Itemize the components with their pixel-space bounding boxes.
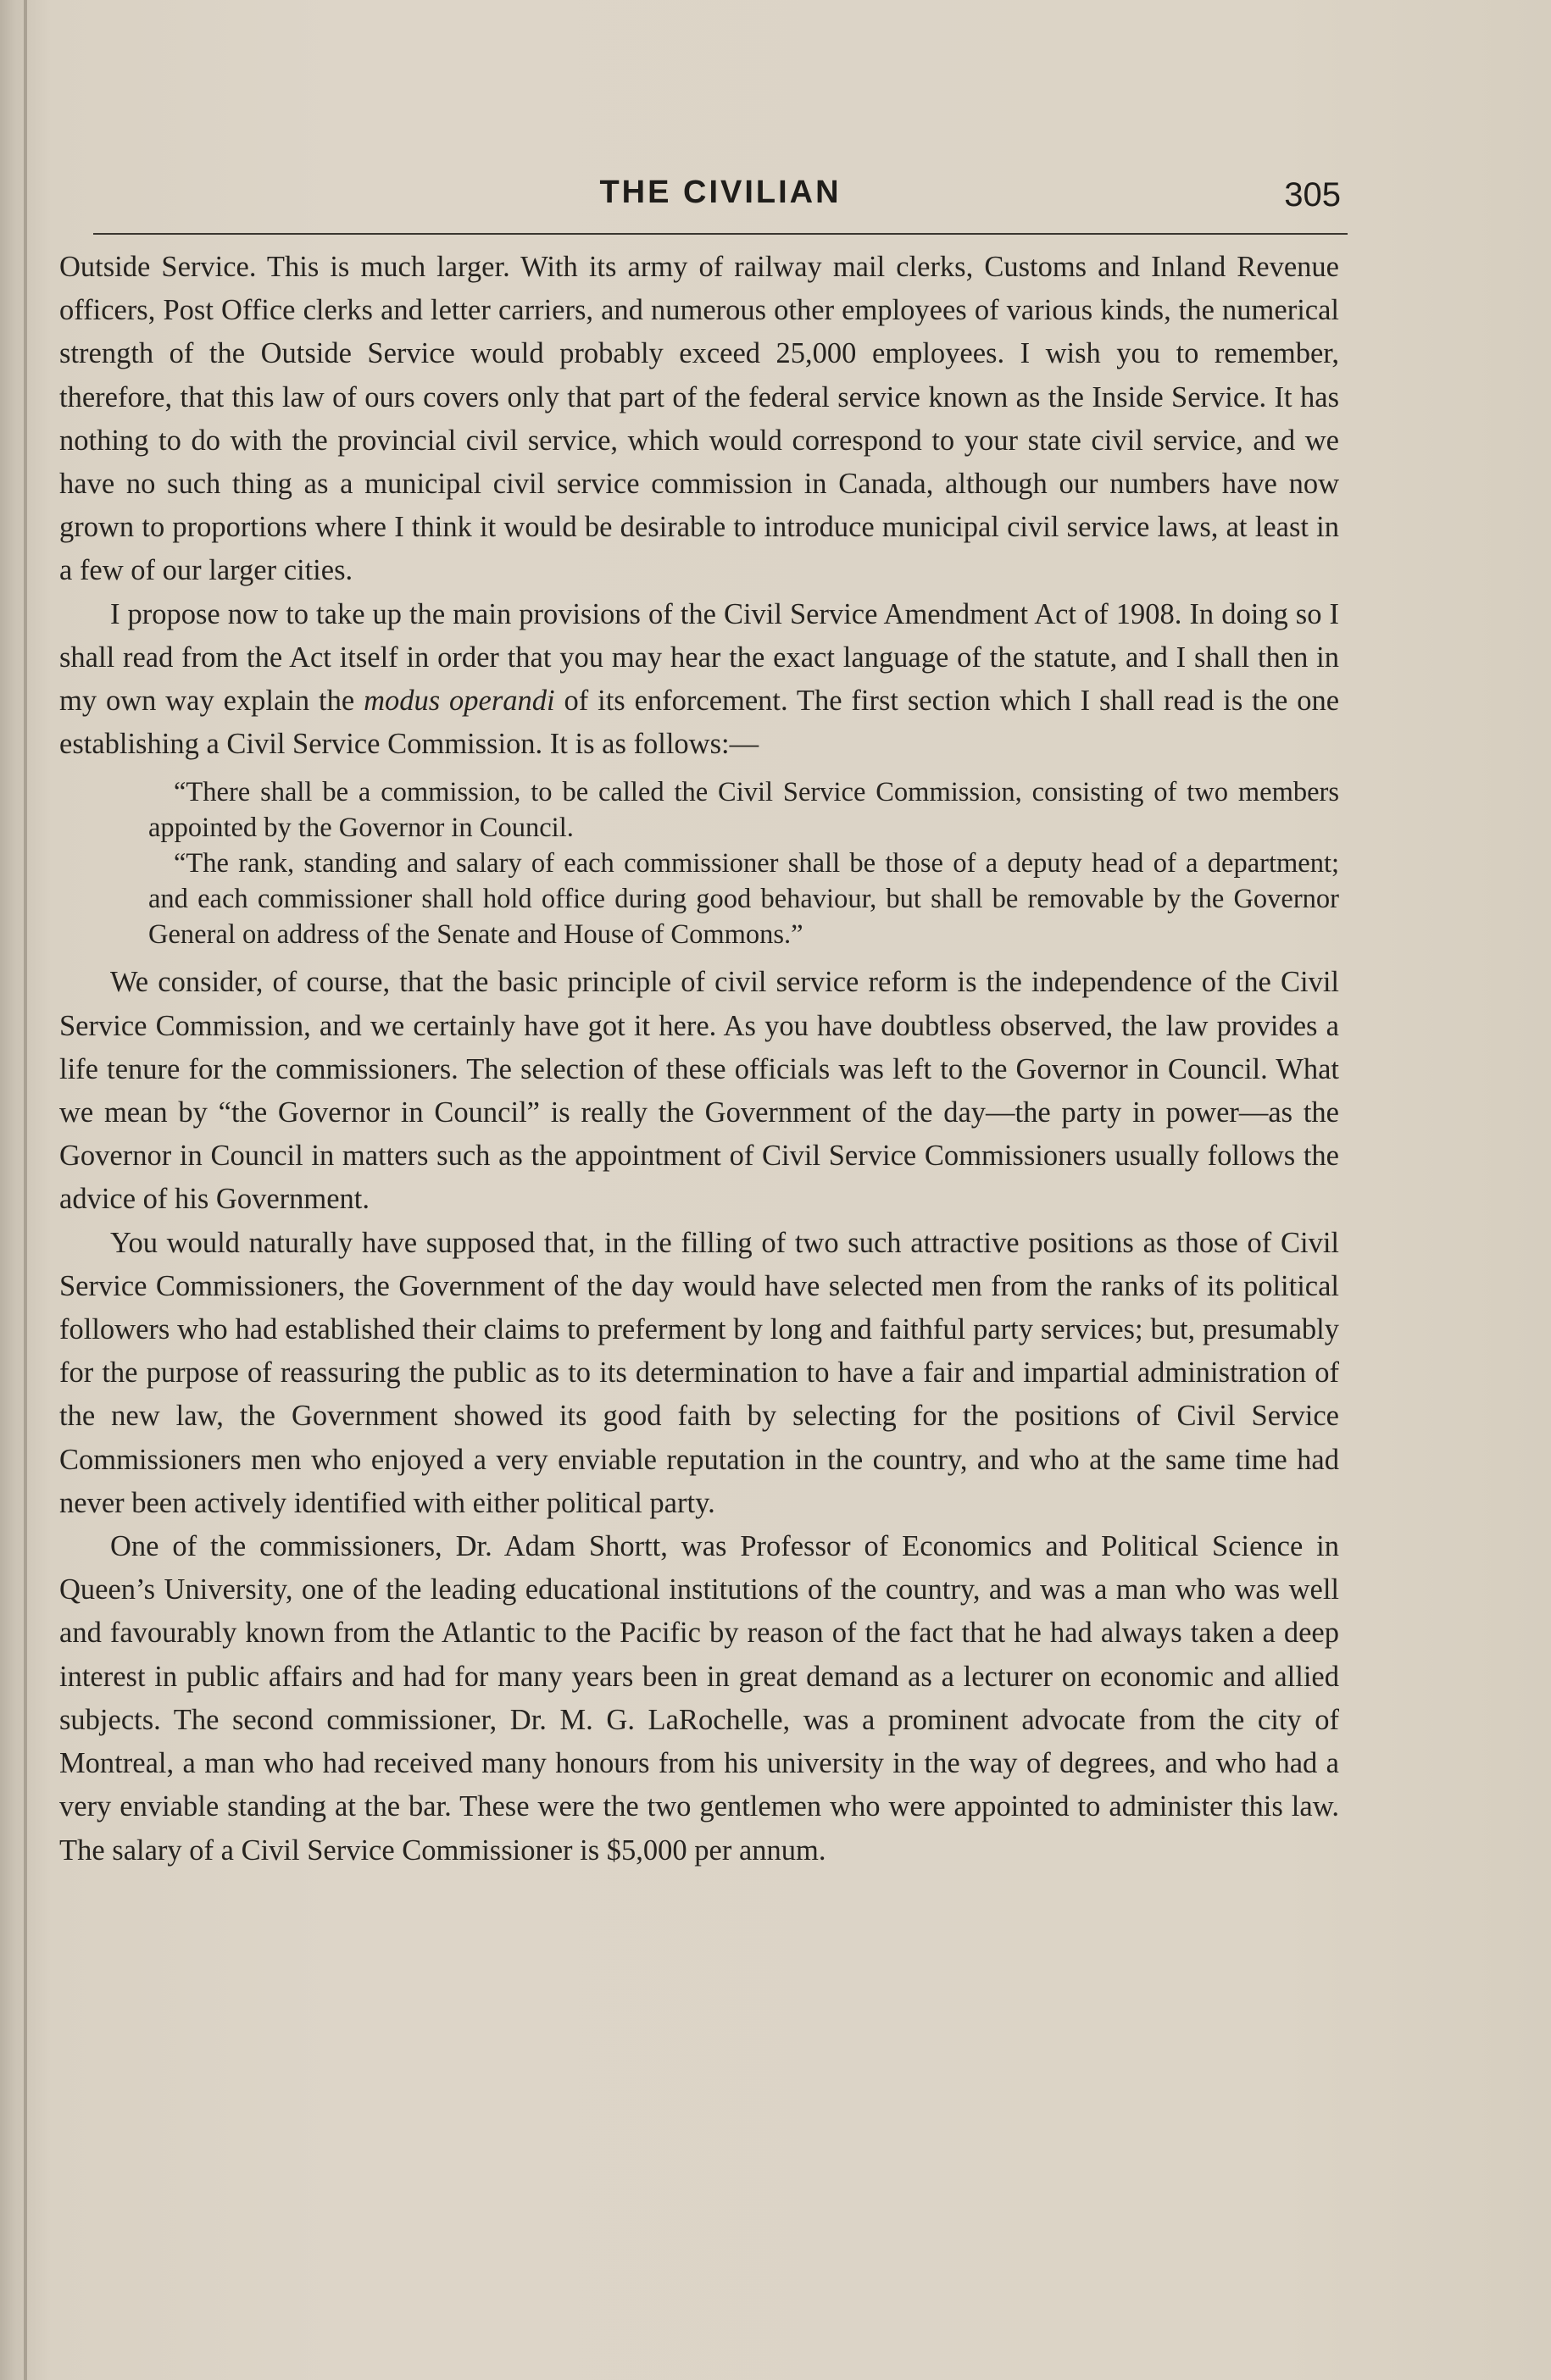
header-rule <box>93 233 1348 235</box>
paragraph-independence: We consider, of course, that the basic principle of civil service reform is the independence of the Civil Service Commission, and we certainly have got it here. As you have doubtless observed, the law provides a life tenure for the commissioners. The selection of these officials was left to the Governor in Council. What we mean by “the Governor in Council” is really the Government of the day—the party in power—as the Governor in Council in matters such as the appointment of Civil Service Commissioners usually follows the advice of his Government. <box>59 966 1339 1216</box>
paragraph-amendment-act <box>59 593 1339 767</box>
paragraph-text: of its enforcement. The first section which I shall read is the one establishing a Civil Service Commission. It is as follows:— <box>59 685 1340 761</box>
paragraph-text: I propose now to take up the main provisions of the Civil Service Amendment Act of 1908. In doing so I shall read from the Act itself in order that you may hear the exact language of the statute, and I shall then in my own way explain the <box>59 597 1339 718</box>
italic-phrase: modus operandi <box>364 685 555 718</box>
running-title: THE CIVILIAN <box>599 175 842 210</box>
statute-quotation <box>148 774 1339 952</box>
paragraph-appointments: You would naturally have supposed that, in the filling of two such attractive positions as those of Civil Service Commissioners, the Government of the day would have selected men from the ranks of its political followers who had established their claims to preferment by long and faithful party services; but, presumably for the purpose of reassuring the public as to its determination to have a fair and impartial administration of the new law, the Government showed its good faith by selecting for the positions of Civil Service Commissioners men who enjoyed a very enviable reputation in the country, and who at the same time had never been actively identified with either political party. <box>59 1226 1339 1519</box>
page-number: 305 <box>1284 176 1341 214</box>
quotation-paragraph: “The rank, standing and salary of each commissioner shall be those of a deputy head of a department; and each commissioner shall hold office during good behaviour, but shall be removable by the Governor General on address of the Senate and House of Commons.” <box>148 848 1339 951</box>
body-text <box>59 246 1339 1872</box>
paragraph-commissioners: One of the commissioners, Dr. Adam Shortt, was Professor of Economics and Political Science in Queen’s University, one of the leading educational institutions of the country, and was a man who was well and favourably known from the Atlantic to the Pacific by reason of the fact that he had always taken a deep interest in public affairs and had for many years been in great demand as a lecturer on economic and allied subjects. The second commissioner, Dr. M. G. LaRochelle, was a prominent advocate from the city of Montreal, a man who had received many honours from his university in the way of degrees, and who had a very enviable standing at the bar. These were the two gentlemen who were appointed to administer this law. The salary of a Civil Service Commissioner is $5,000 per annum. <box>59 1530 1339 1867</box>
paragraph-outside-service: Outside Service. This is much larger. With its army of railway mail clerks, Customs and Inland Revenue officers, Post Office clerks and letter carriers, and numerous other employees of various kinds, the numerical strength of the Outside Service would probably exceed 25,000 employees. I wish you to remember, therefore, that this law of ours covers only that part of the federal service known as the Inside Service. It has nothing to do with the provincial civil service, which would correspond to your state civil service, and we have no such thing as a municipal civil service commission in Canada, although our numbers have now grown to proportions where I think it would be desirable to introduce municipal civil service laws, at least in a few of our larger cities. <box>59 251 1339 587</box>
binding-edge <box>24 0 27 2380</box>
running-head <box>93 169 1348 237</box>
quotation-paragraph: “There shall be a commission, to be called the Civil Service Commission, consisting of two members appointed by the Governor in Council. <box>148 777 1339 844</box>
